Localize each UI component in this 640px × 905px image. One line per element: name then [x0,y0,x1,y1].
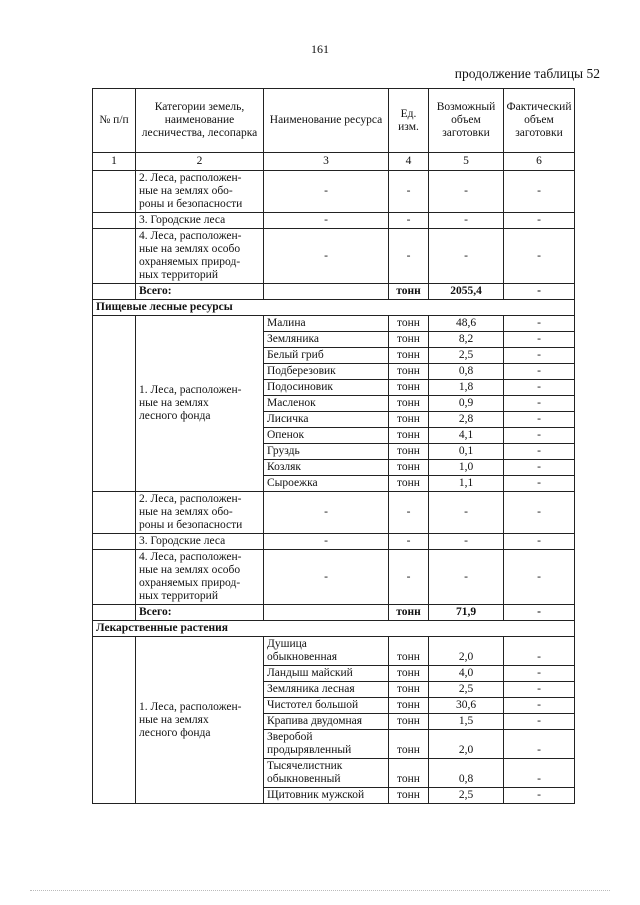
resource-name: Крапива двудомная [264,714,389,730]
col-number: 4 [389,153,429,171]
header-unit: Ед. изм. [389,89,429,153]
table-row: Подосиновик тонн 1,8 - [93,380,575,396]
resource-name: Груздь [264,444,389,460]
total-row: Всего: тонн 71,9 - [93,605,575,621]
table-row: 2. Леса, расположен- ные на землях обо- роны и безопасности - - - - [93,171,575,213]
total-label: Всего: [136,605,264,621]
total-label: Всего: [136,284,264,300]
col-number: 5 [429,153,504,171]
table-row: 2. Леса, расположен- ные на землях обо- роны и безопасности - - - - [93,492,575,534]
table-header-row [93,89,575,153]
table-row: Чистотел большой тонн 30,6 - [93,698,575,714]
section-title-row [93,300,575,316]
header-resource: Наименование ресурса [264,89,389,153]
table-row: Груздь тонн 0,1 - [93,444,575,460]
table-row: Масленок тонн 0,9 - [93,396,575,412]
header-actual: Фактический объем заготовки [504,89,575,153]
total-value: 71,9 [429,605,504,621]
resource-name: Земляника лесная [264,682,389,698]
resource-name: Зверобой продырявленный [264,730,389,759]
resource-name: Земляника [264,332,389,348]
category-defense: 2. Леса, расположен- ные на землях обо- роны и безопасности [136,171,264,213]
header-num: № п/п [93,89,136,153]
total-row: Всего: тонн 2055,4 - [93,284,575,300]
table-row: 4. Леса, расположен- ные на землях особо охраняемых природ- ных территорий - - - - [93,229,575,284]
resource-name: Сыроежка [264,476,389,492]
section-title-row [93,621,575,637]
table-row: Подберезовик тонн 0,8 - [93,364,575,380]
col-number: 2 [136,153,264,171]
resource-name: Подосиновик [264,380,389,396]
resource-name: Душица обыкновенная [264,637,389,666]
page-number: 161 [311,42,329,56]
table-row: 3. Городские леса - - - - [93,534,575,550]
table-row: Тысячелистник обыкновенный тонн 0,8 - [93,759,575,788]
section-title: Лекарственные растения [93,621,575,637]
table-row: Белый гриб тонн 2,5 - [93,348,575,364]
total-value: 2055,4 [429,284,504,300]
table-row: Козляк тонн 1,0 - [93,460,575,476]
category-protected: 4. Леса, расположен- ные на землях особо охраняемых природ- ных территорий [136,550,264,605]
resource-name: Белый гриб [264,348,389,364]
table-row: Земляника тонн 8,2 - [93,332,575,348]
category-city: 3. Городские леса [136,213,264,229]
category-city: 3. Городские леса [136,534,264,550]
resource-name: Ландыш майский [264,666,389,682]
resource-name: Масленок [264,396,389,412]
header-category: Категории земель, наименование лесничества, лесопарка [136,89,264,153]
header-possible: Возможный объем заготовки [429,89,504,153]
scan-footer-artifact [30,890,610,892]
category-defense: 2. Леса, расположен- ные на землях обо- роны и безопасности [136,492,264,534]
col-number: 1 [93,153,136,171]
table-row: 1. Леса, расположен- ные на землях лесного фонда Малина тонн 48,6 - [93,316,575,332]
table-row: 1. Леса, расположен- ные на землях лесного фонда Душица обыкновенная тонн 2,0 - [93,637,575,666]
category-forest-fund: 1. Леса, расположен- ные на землях лесного фонда [136,316,264,492]
table-row: Сыроежка тонн 1,1 - [93,476,575,492]
resource-name: Тысячелистник обыкновенный [264,759,389,788]
table-continuation-caption: продолжение таблицы 52 [454,66,600,81]
table-row: Опенок тонн 4,1 - [93,428,575,444]
table-row: Зверобой продырявленный тонн 2,0 - [93,730,575,759]
resource-table [92,88,575,804]
resource-name: Чистотел большой [264,698,389,714]
resource-name: Козляк [264,460,389,476]
table-row: Земляника лесная тонн 2,5 - [93,682,575,698]
column-number-row [93,153,575,171]
table-row: Крапива двудомная тонн 1,5 - [93,714,575,730]
table-row: Лисичка тонн 2,8 - [93,412,575,428]
category-forest-fund: 1. Леса, расположен- ные на землях лесного фонда [136,637,264,804]
table-row: Ландыш майский тонн 4,0 - [93,666,575,682]
table-row: 4. Леса, расположен- ные на землях особо охраняемых природ- ных территорий - - - - [93,550,575,605]
resource-name: Подберезовик [264,364,389,380]
resource-name: Малина [264,316,389,332]
resource-name: Опенок [264,428,389,444]
table-row: 3. Городские леса - - - - [93,213,575,229]
category-protected: 4. Леса, расположен- ные на землях особо охраняемых природ- ных территорий [136,229,264,284]
resource-name: Щитовник мужской [264,788,389,804]
table-row: Щитовник мужской тонн 2,5 - [93,788,575,804]
col-number: 6 [504,153,575,171]
col-number: 3 [264,153,389,171]
section-title: Пищевые лесные ресурсы [93,300,575,316]
resource-name: Лисичка [264,412,389,428]
